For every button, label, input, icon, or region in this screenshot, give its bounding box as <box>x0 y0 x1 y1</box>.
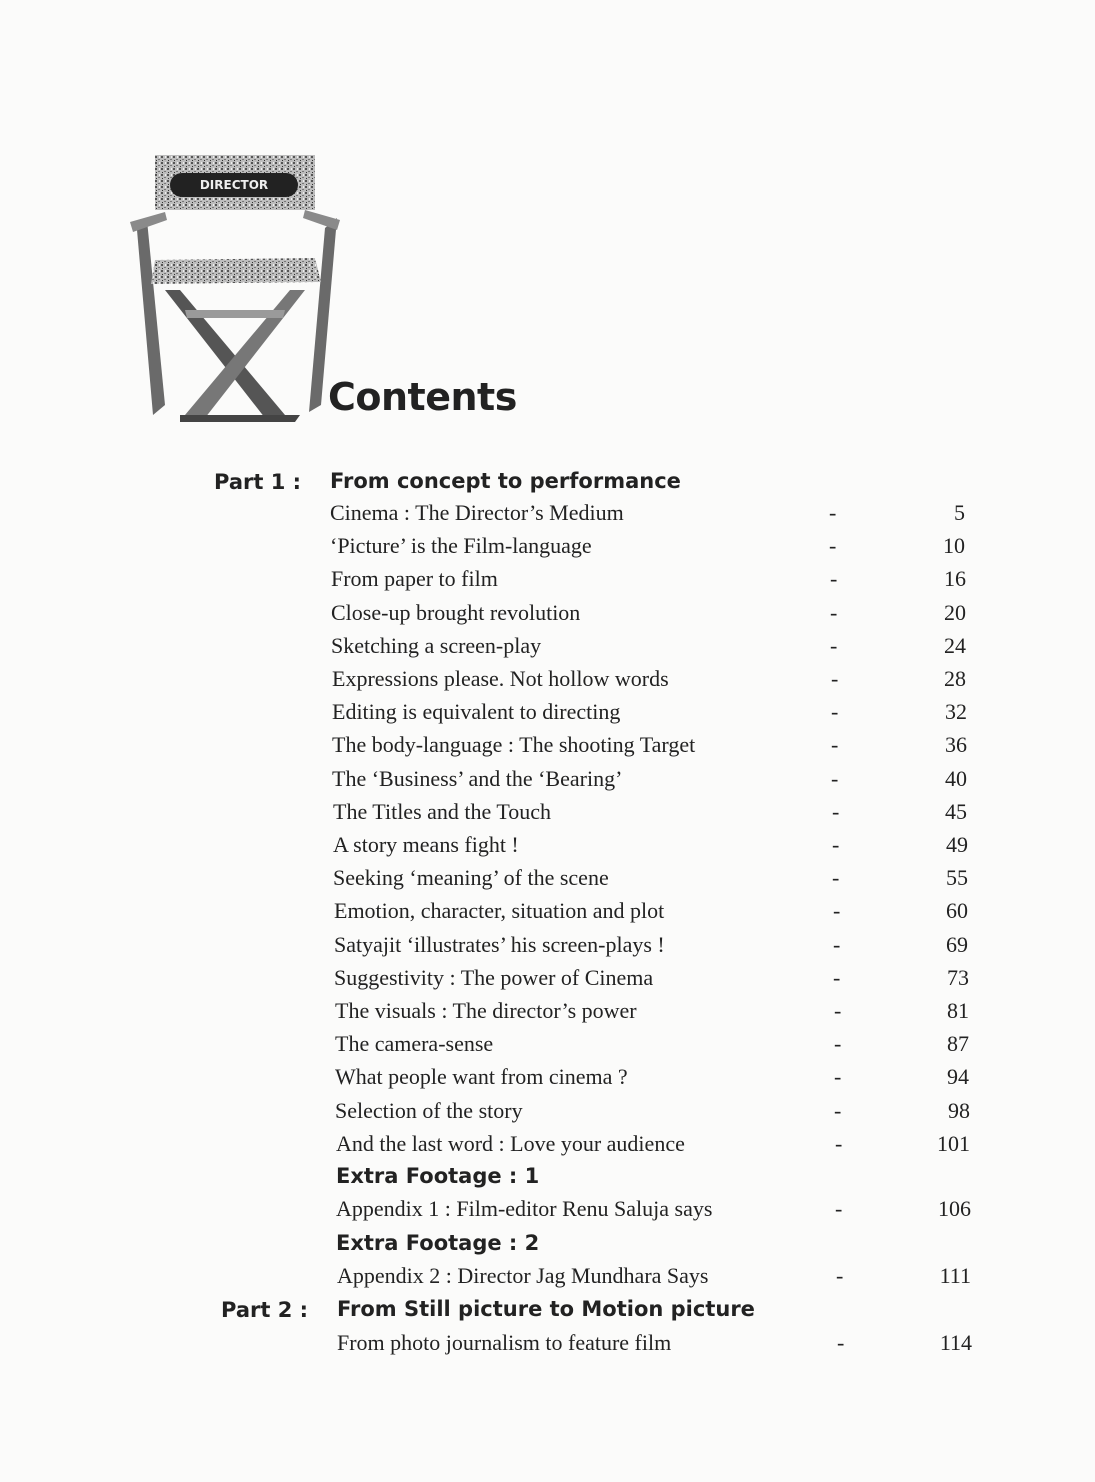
toc-entry[interactable] <box>0 500 1095 532</box>
entry-page: 60 <box>946 898 968 924</box>
entry-title: From photo journalism to feature film <box>337 1330 672 1355</box>
entry-page: 73 <box>947 964 969 990</box>
entry-page: 20 <box>944 599 966 625</box>
entry-page: 87 <box>947 1031 969 1057</box>
entry-title: The Titles and the Touch <box>333 798 552 824</box>
toc-entry[interactable] <box>0 865 1095 897</box>
entry-page: 40 <box>945 765 967 791</box>
entry-dash: - <box>834 1064 842 1090</box>
entry-dash: - <box>830 599 838 625</box>
toc-entry[interactable] <box>0 732 1095 764</box>
toc-entry[interactable] <box>0 1064 1095 1096</box>
entry-title: Expressions please. Not hollow words <box>332 666 669 691</box>
entry-dash: - <box>829 533 837 559</box>
entry-dash: - <box>837 1330 845 1355</box>
entry-title: Editing is equivalent to directing <box>332 699 621 725</box>
entry-title: A story means fight ! <box>333 832 519 857</box>
entry-title: The visuals : The director’s power <box>335 998 637 1023</box>
entry-page: 16 <box>944 566 966 592</box>
entry-dash: - <box>832 832 840 857</box>
entry-dash: - <box>831 666 839 691</box>
entry-page: 45 <box>945 798 967 824</box>
entry-dash: - <box>829 500 837 525</box>
entry-dash: - <box>833 898 841 924</box>
toc-entry[interactable] <box>0 1330 1095 1362</box>
entry-dash: - <box>831 699 839 725</box>
extra2-heading: Extra Footage : 2 <box>336 1231 540 1255</box>
toc-entry[interactable] <box>0 1098 1095 1130</box>
entry-page: 24 <box>944 632 966 658</box>
entry-dash: - <box>834 1097 842 1123</box>
extra1-heading: Extra Footage : 1 <box>336 1164 540 1188</box>
entry-title: Emotion, character, situation and plot <box>334 898 665 924</box>
toc-entry[interactable] <box>0 799 1095 831</box>
entry-dash: - <box>832 865 840 891</box>
entry-dash: - <box>833 931 841 957</box>
entry-title: The body-language : The shooting Target <box>332 732 696 758</box>
entry-title: From paper to film <box>331 566 498 592</box>
entry-title: Appendix 1 : Film-editor Renu Saluja says <box>336 1196 713 1221</box>
entry-page: 36 <box>945 732 967 758</box>
entry-title: Sketching a screen-play <box>331 632 542 658</box>
toc-entry[interactable] <box>0 566 1095 598</box>
entry-page: 55 <box>946 865 968 891</box>
toc-entry[interactable] <box>0 832 1095 864</box>
entry-dash: - <box>831 765 839 791</box>
entry-title: Seeking ‘meaning’ of the scene <box>333 865 609 891</box>
entry-title: And the last word : Love your audience <box>336 1130 685 1156</box>
entry-dash: - <box>830 632 838 658</box>
entry-page: 101 <box>937 1130 970 1156</box>
entry-page: 5 <box>954 500 965 525</box>
toc-entry[interactable] <box>0 666 1095 698</box>
part2-label: Part 2 : <box>221 1298 309 1322</box>
toc-entry[interactable] <box>0 932 1095 964</box>
entry-page: 32 <box>945 699 967 725</box>
entry-title: The camera-sense <box>335 1031 494 1057</box>
entry-dash: - <box>835 1130 843 1156</box>
entry-dash: - <box>835 1196 843 1221</box>
entry-dash: - <box>832 798 840 824</box>
entry-title: Cinema : The Director’s Medium <box>330 500 624 525</box>
toc-entry[interactable] <box>0 998 1095 1030</box>
entry-title: ‘Picture’ is the Film-language <box>330 533 592 559</box>
part2-heading: From Still picture to Motion picture <box>337 1297 755 1321</box>
toc-entry[interactable] <box>0 898 1095 930</box>
entry-title: The ‘Business’ and the ‘Bearing’ <box>332 765 623 791</box>
entry-page: 94 <box>947 1064 969 1090</box>
entry-page: 111 <box>939 1263 971 1288</box>
entry-title: What people want from cinema ? <box>335 1064 628 1090</box>
toc-entry[interactable] <box>0 699 1095 731</box>
toc-entry[interactable] <box>0 766 1095 798</box>
entry-dash: - <box>834 1031 842 1057</box>
entry-page: 106 <box>938 1196 971 1221</box>
entry-title: Close-up brought revolution <box>331 599 581 625</box>
part1-label: Part 1 : <box>214 470 302 494</box>
entry-page: 81 <box>947 998 969 1023</box>
toc-entry[interactable] <box>0 1263 1095 1295</box>
entry-dash: - <box>836 1263 844 1288</box>
entry-page: 114 <box>939 1330 972 1355</box>
entry-title: Satyajit ‘illustrates’ his screen-plays ! <box>334 931 665 957</box>
toc-entry[interactable] <box>0 1196 1095 1228</box>
toc-entry[interactable] <box>0 1131 1095 1163</box>
toc-entry[interactable] <box>0 633 1095 665</box>
chair-label-text: DIRECTOR <box>199 178 269 192</box>
entry-dash: - <box>830 566 838 592</box>
entry-page: 28 <box>944 666 966 691</box>
entry-page: 10 <box>943 533 965 559</box>
entry-title: Selection of the story <box>335 1097 523 1123</box>
toc-entry[interactable] <box>0 600 1095 632</box>
entry-title: Suggestivity : The power of Cinema <box>334 964 654 990</box>
toc-entry[interactable] <box>0 965 1095 997</box>
part1-heading: From concept to performance <box>330 469 681 493</box>
entry-page: 69 <box>946 931 968 957</box>
entry-page: 49 <box>946 832 968 857</box>
page-title: Contents <box>328 375 517 419</box>
entry-dash: - <box>833 964 841 990</box>
entry-dash: - <box>834 998 842 1023</box>
entry-title: Appendix 2 : Director Jag Mundhara Says <box>337 1263 709 1288</box>
entry-page: 98 <box>948 1097 970 1123</box>
toc-entry[interactable] <box>0 1031 1095 1063</box>
toc-entry[interactable] <box>0 533 1095 565</box>
entry-dash: - <box>831 732 839 758</box>
